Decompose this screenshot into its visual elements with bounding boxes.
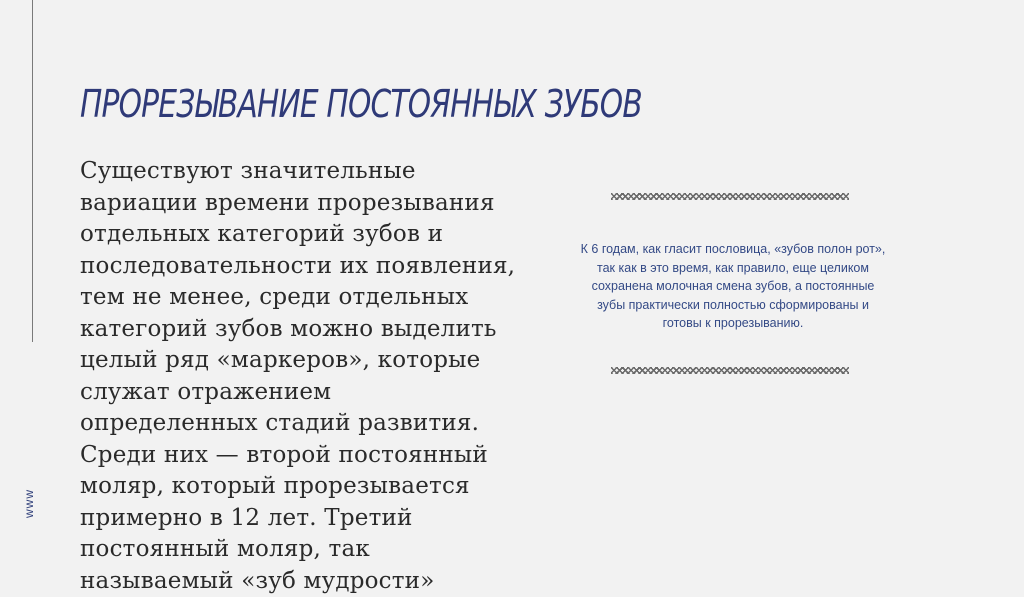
body-line: вариации времени прорезывания [80,188,520,220]
body-line: Существуют значительные [80,156,520,188]
body-line: Среди них — второй постоянный [80,440,520,472]
body-line: целый ряд «маркеров», которые [80,345,520,377]
quote-line: зубы практически полностью сформированы и [560,296,906,315]
quote-line: так как в это время, как правило, еще целиком [560,259,906,278]
body-line: отдельных категорий зубов и [80,219,520,251]
zigzag-divider-bottom [611,367,849,374]
body-line: тем не менее, среди отдельных [80,282,520,314]
body-text [80,156,520,597]
body-line: определенных стадий развития. [80,408,520,440]
quote-text [560,240,906,333]
quote-line: готовы к прорезыванию. [560,314,906,333]
body-line: называемый «зуб мудрости» [80,566,520,597]
sidebar-www-label: www [22,489,36,518]
body-line: последовательности их появления, [80,251,520,283]
body-line: примерно в 12 лет. Третий [80,503,520,535]
quote-line: К 6 годам, как гласит пословица, «зубов полон рот», [560,240,906,259]
zigzag-divider-top [611,193,849,200]
left-divider-line [32,0,33,342]
body-line: категорий зубов можно выделить [80,314,520,346]
quote-line: сохранена молочная смена зубов, а постоянные [560,277,906,296]
slide-title: ПРОРЕЗЫВАНИЕ ПОСТОЯННЫХ ЗУБОВ [80,82,642,126]
body-line: постоянный моляр, так [80,534,520,566]
body-line: моляр, который прорезывается [80,471,520,503]
body-line: служат отражением [80,377,520,409]
